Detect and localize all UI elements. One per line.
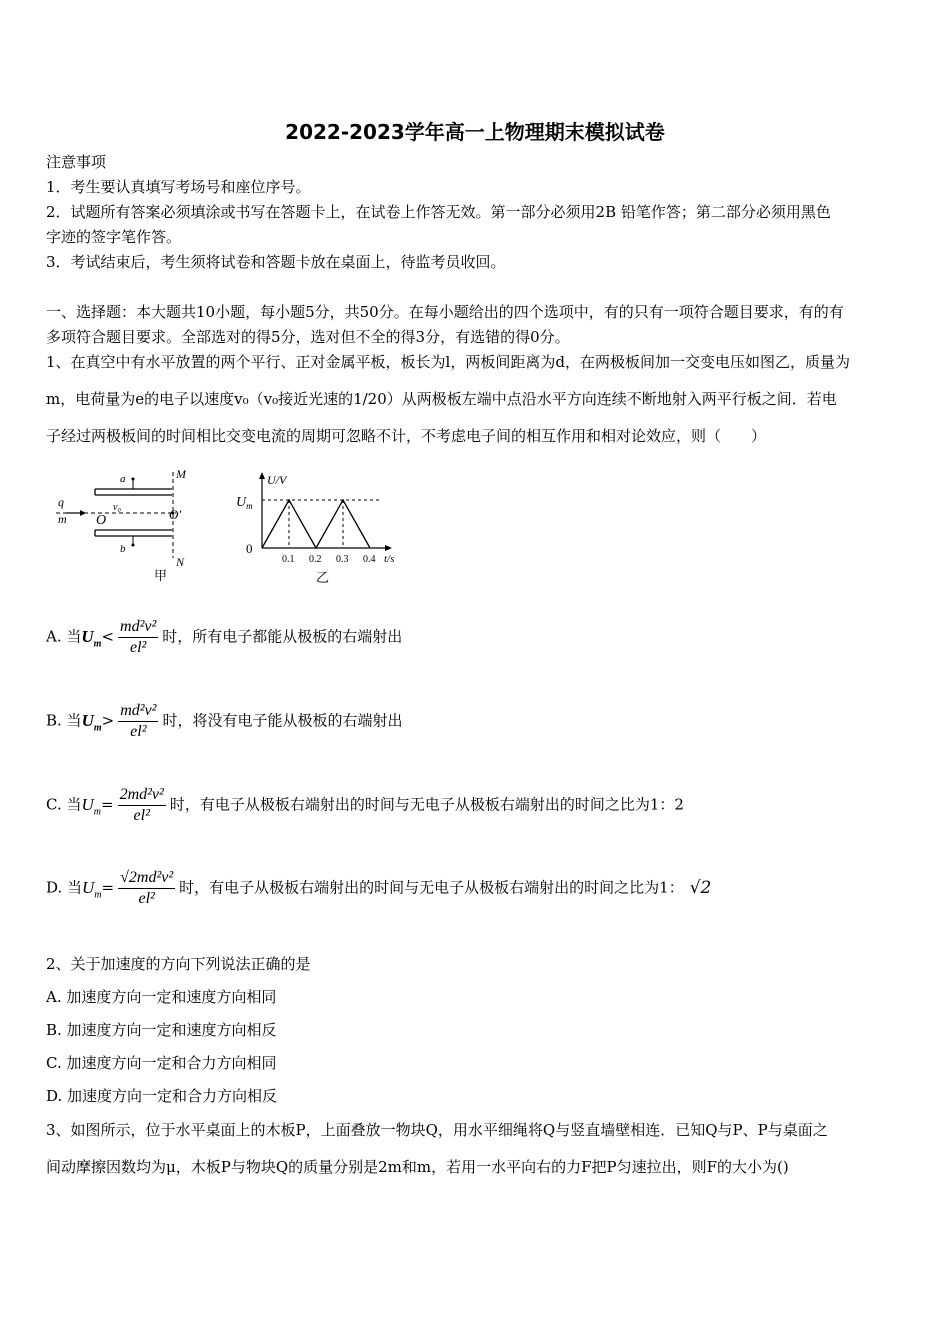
x-axis-arrow [385, 545, 392, 551]
option-text: 时，有电子从极板右端射出的时间与无电子从极板右端射出的时间之比为1： [179, 878, 684, 897]
relation: < [101, 627, 115, 646]
caption-yi: 乙 [316, 570, 330, 585]
y-peak-label: $U_m$ [236, 495, 253, 511]
option-B: B. 当$U_m>$ $\frac{\text{md²v²}}{\text{el²}}$ 时，将没有电子能从极板的右端射出 [46, 702, 403, 740]
question-2-option: A. 加速度方向一定和速度方向相同 [46, 988, 277, 1006]
option-prefix: A. 当 [46, 627, 82, 646]
fraction: $\frac{\text{2md²v²}}{\text{el²}}$ [119, 786, 164, 824]
x-tick-label: 0.2 [309, 554, 322, 565]
label-N: N [176, 555, 185, 569]
y-axis-arrow [259, 472, 265, 479]
x-tick-label: 0.4 [363, 554, 376, 565]
option-A: A. 当$U_m<$ $\frac{\text{md²v²}}{\text{el²}}$ 时，所有电子都能从极板的右端射出 [46, 618, 403, 656]
x-tick-label: 0.3 [336, 554, 349, 565]
section-intro: 多项符合题目要求。全部选对的得5分，选对但不全的得3分，有选错的得0分。 [46, 328, 570, 346]
label-a: a [120, 473, 126, 485]
fraction: $\frac{\text{md²v²}}{\text{el²}}$ [120, 702, 157, 740]
figure-voltage-chart [232, 464, 407, 588]
sqrt-two: √2 [689, 877, 712, 898]
fraction: $\frac{\text{√2md²v²}}{\text{el²}}$ [120, 869, 174, 907]
option-prefix: B. 当 [46, 711, 82, 730]
option-D: D. 当$U_m=$ $\frac{\text{√2md²v²}}{\text{el²}}$ 时，有电子从极板右端射出的时间与无电子从极板右端射出的时间之比为1： √2 [46, 869, 712, 907]
label-O-prime: O′ [169, 507, 182, 522]
question-2-stem: 2、关于加速度的方向下列说法正确的是 [46, 955, 311, 973]
y-axis-label: U/V [267, 473, 287, 487]
notice-item: 字迹的签字笔作答。 [46, 228, 182, 246]
notice-item: 1．考生要认真填写考场号和座位序号。 [46, 178, 311, 196]
notice-item: 2．试题所有答案必须填涂或书写在答题卡上，在试卷上作答无效。第一部分必须用2B 铅笔作答；第二部分必须用黑色 [46, 203, 831, 221]
question-1-stem: 1、在真空中有水平放置的两个平行、正对金属平板，板长为l，两板间距离为d，在两极板间加一交变电压如图乙，质量为 [46, 353, 850, 371]
section-intro: 一、选择题：本大题共10小题，每小题5分，共50分。在每小题给出的四个选项中，有的只有一项符合题目要求，有的有 [46, 303, 844, 321]
question-3-stem: 间动摩擦因数均为μ，木板P与物块Q的质量分别是2m和m，若用一水平向右的力F把P匀速拉出，则F的大小为() [46, 1158, 789, 1176]
notice-item: 3．考试结束后，考生须将试卷和答题卡放在桌面上，待监考员收回。 [46, 253, 506, 271]
option-prefix: D. 当 [46, 878, 83, 897]
x-tick-label: 0.1 [282, 554, 295, 565]
label-b: b [120, 543, 126, 555]
question-2-option: D. 加速度方向一定和合力方向相反 [46, 1087, 278, 1105]
relation: = [101, 795, 114, 814]
voltage-series-line [262, 500, 370, 548]
label-O: O [96, 513, 107, 528]
relation: > [101, 711, 115, 730]
x-axis-label: t/s [384, 553, 395, 565]
figure-plates [50, 462, 210, 587]
option-text: 时，有电子从极板右端射出的时间与无电子从极板右端射出的时间之比为1：2 [169, 795, 684, 814]
notice-heading: 注意事项 [46, 153, 107, 171]
option-text: 时，将没有电子能从极板的右端射出 [162, 711, 403, 730]
fraction: $\frac{\text{md²v²}}{\text{el²}}$ [120, 618, 157, 656]
option-prefix: C. 当 [46, 795, 82, 814]
label-q: q [58, 495, 64, 509]
question-3-stem: 3、如图所示，位于水平桌面上的木板P，上面叠放一物块Q，用水平细绳将Q与竖直墙壁相连．已知Q与P、P与桌面之 [46, 1121, 828, 1139]
label-m: m [58, 512, 67, 526]
origin-label: 0 [246, 541, 253, 556]
option-text: 时，所有电子都能从极板的右端射出 [162, 627, 403, 646]
question-1-stem: 子经过两极板间的时间相比交变电流的周期可忽略不计，不考虑电子间的相互作用和相对论效应，则（ ） [46, 427, 767, 445]
label-M: M [176, 467, 186, 481]
question-1-stem: m，电荷量为e的电子以速度v₀（v₀接近光速的1/20）从两极板左端中点沿水平方向连续不断地射入两平行板之间．若电 [46, 390, 837, 408]
question-2-option: B. 加速度方向一定和速度方向相反 [46, 1021, 277, 1039]
option-C: C. 当$U_m=$ $\frac{\text{2md²v²}}{\text{el²}}$ 时，有电子从极板右端射出的时间与无电子从极板右端射出的时间之比为1：2 [46, 786, 684, 824]
question-2-option: C. 加速度方向一定和合力方向相同 [46, 1054, 277, 1072]
caption-jia: 甲 [154, 568, 168, 583]
page-title: 2022-2023学年高一上物理期末模拟试卷 [285, 120, 665, 144]
relation: = [101, 878, 115, 897]
label-v0: v₀ [113, 502, 121, 513]
